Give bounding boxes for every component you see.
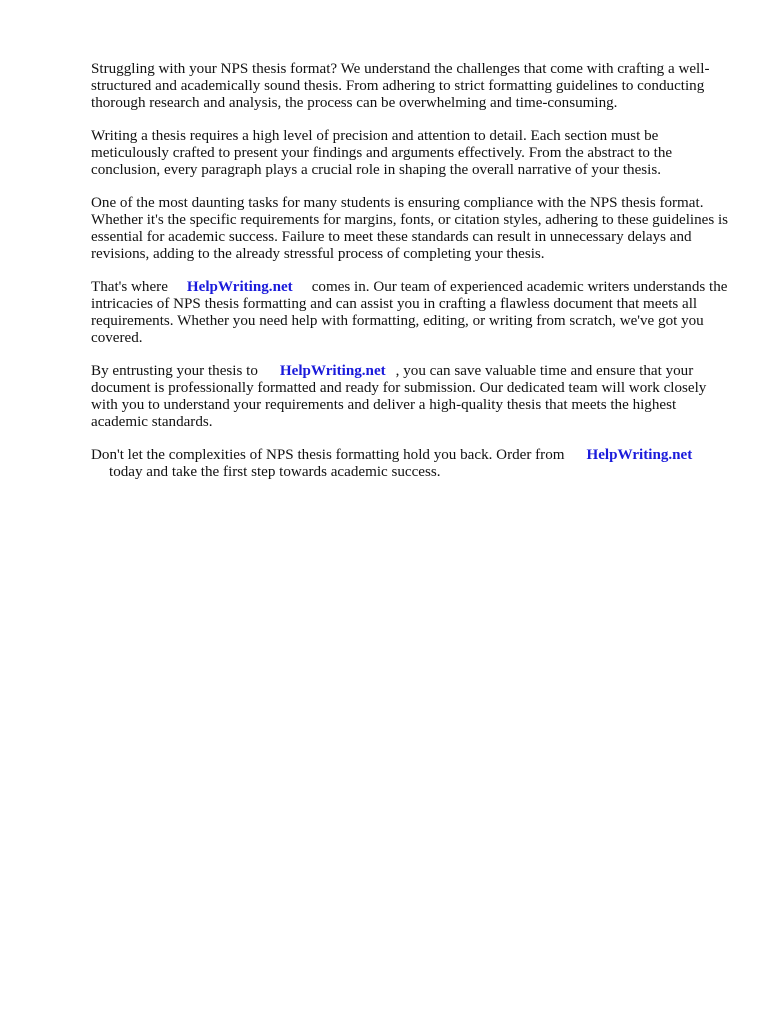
paragraph-compliance: One of the most daunting tasks for many students is ensuring compliance with the NPS thesis format. Whether it's the specific requirements for margins, fonts, or citation styles, adhering to these guidelines is essential for academic success. Failure to meet these standards can result in unnecessary delays and revisions, adding to the already stressful process of completing your thesis. <box>91 195 729 262</box>
helpwriting-link[interactable]: HelpWriting.net <box>279 363 386 379</box>
helpwriting-link[interactable]: HelpWriting.net <box>586 447 693 463</box>
paragraph-intro: Struggling with your NPS thesis format? We understand the challenges that come with crafting a well-structured and academically sound thesis. From adhering to strict formatting guidelines to conducting thorough research and analysis, the process can be overwhelming and time-consuming. <box>91 61 710 111</box>
paragraph-entrust-lead: By entrusting your thesis to <box>91 363 258 379</box>
paragraph-service-lead: That's where <box>91 279 168 295</box>
paragraph-service-rest: comes in. Our team of experienced academic writers understands the intricacies of NPS thesis formatting and can assist you in crafting a flawless document that meets all requirements. Whether you need help with formatting, editing, or writing from scratch, we've got you covered. <box>91 279 728 346</box>
paragraph-entrust <box>91 363 731 431</box>
paragraph-cta-lead: Don't let the complexities of NPS thesis formatting hold you back. Order from <box>91 447 565 463</box>
paragraph-precision: Writing a thesis requires a high level of precision and attention to detail. Each section must be meticulously crafted to present your findings and arguments effectively. From the abstract to the conclusion, every paragraph plays a crucial role in shaping the overall narrative of your thesis. <box>91 128 673 178</box>
paragraph-service <box>91 279 731 347</box>
paragraph-call-to-action <box>91 447 731 481</box>
document-page <box>91 61 731 497</box>
paragraph-cta-rest: today and take the first step towards academic success. <box>109 464 441 480</box>
helpwriting-link[interactable]: HelpWriting.net <box>186 279 293 295</box>
paragraph-entrust-rest: , you can save valuable time and ensure that your document is professionally formatted and ready for submission. Our dedicated team will work closely with you to understand your requirements and deliver a high-quality thesis that meets the highest academic standards. <box>91 363 707 430</box>
